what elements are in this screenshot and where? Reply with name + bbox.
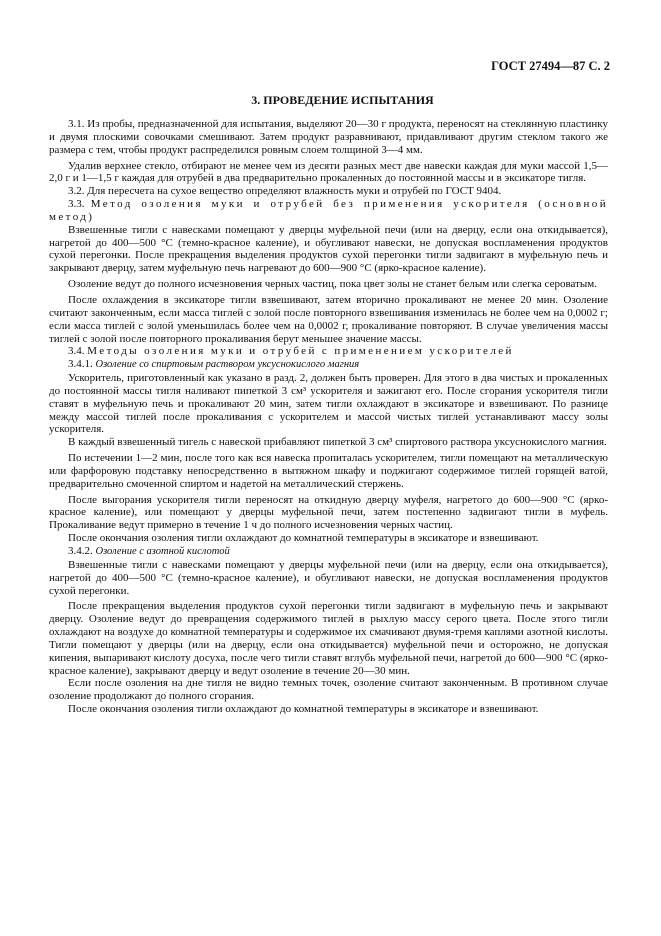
paragraph: После охлаждения в эксикаторе тигли взвешивают, затем вторично прокаливают не менее 20 мин. Озоление считают законченным, если масса тиглей с золой после повторного взвешивания изменилась не более чем на 0,0002 г; если масса тиглей с золой уменьшилась более чем на 0,0002 г, прокаливание повторяют. В случае увеличения массы тиглей с золой после повторного прокаливания берут меньшее значение массы. (49, 293, 608, 345)
paragraph-3-2: 3.2. Для пересчета на сухое вещество определяют влажность муки и отрубей по ГОСТ 9404. (68, 185, 502, 198)
clause-heading: Метод озоления муки и отрубей без применения ускорителя (основной метод) (49, 198, 608, 223)
paragraph: Озоление ведут до полного исчезновения черных частиц, пока цвет золы не станет белым или слегка сероватым. (68, 278, 598, 291)
section-title: 3. ПРОВЕДЕНИЕ ИСПЫТАНИЯ (251, 93, 434, 107)
paragraph: После выгорания ускорителя тигли переносят на откидную дверцу муфеля, нагретого до 600—900 °С (ярко-красное каление), или помещают у дверцы муфельной печи, затем постепенно задвигают тигли в муфель. Прокаливание ведут примерно в течение 1 ч до полного исчезновения черных частиц. (49, 493, 608, 532)
heading-3-4-1 (49, 358, 608, 372)
paragraph: После окончания озоления тигли охлаждают до комнатной температуры в эксикаторе и взвешивают. (68, 703, 539, 716)
paragraph: Взвешенные тигли с навесками помещают у дверцы муфельной печи (или на дверцу, если она откидывается), нагретой до 400—500 °С (темно-красное каление), и обугливают навески, не допуская воспламенения продуктов сухой перегонки. После прекращения выделения продуктов сухой перегонки тигли задвигают в муфельную печь и закрывают дверцу, затем муфельную печь нагревают до 600—900 °С (ярко-красное каление). (49, 223, 608, 275)
paragraph: Ускоритель, приготовленный как указано в разд. 2, должен быть проверен. Для этого в два чистых и прокаленных до постоянной массы тигля наливают пипеткой 3 см³ ускорителя и зажигают его. После сгорания ускорителя тигли ставят в муфельную печь и прокаливают 20 мин, затем тигли охлаждают в эксикаторе и взвешивают. По разнице между массой тиглей после прокаливания с ускорителем и массой чистых тиглей устанавливают массу золы ускорителя. (49, 372, 608, 436)
clause-heading: Методы озоления муки и отрубей с применением ускорителей (87, 345, 514, 358)
paragraph: После окончания озоления тигли охлаждают до комнатной температуры в эксикаторе и взвешивают. (68, 532, 539, 545)
clause-number: 3.4. (68, 345, 85, 358)
paragraph: После прекращения выделения продуктов сухой перегонки тигли задвигают в муфельную печь и закрывают дверцу. Озоление ведут до превращения содержимого тиглей в рыхлую массу серого цвета. После этого тигли охлаждают на воздухе до комнатной температуры и содержимое их смачивают двумя-тремя каплями азотной кислоты. Тигли помещают у дверцы (или на дверцу, если она откидывается) муфельной печи и осторожно, не допуская кипения, выпаривают кислоту досуха, после чего тигли ставят вглубь муфельной печи, нагретой до 600—900 °С (ярко-красное каление), закрывают дверцу и ведут озоление в течение 20—30 мин. (49, 600, 608, 677)
clause-number: 3.4.2. (68, 545, 93, 557)
paragraph-3-1: 3.1. Из пробы, предназначенной для испытания, выделяют 20—30 г продукта, переносят на стеклянную пластинку и двумя плоскими совочками смешивают. Затем продукт разравнивают, придавливают другим стеклом такого же размера с тем, чтобы продукт распределился ровным слоем толщиной 3—4 мм. (49, 118, 608, 156)
paragraph: По истечении 1—2 мин, после того как вся навеска пропиталась ускорителем, тигли помещают на металлическую или фарфоровую подставку непосредственно в вытяжном шкафу и поджигают содержимое тиглей горящей ватой, предварительно смоченной спиртом и надетой на металлический стержень. (49, 452, 608, 490)
paragraph: Если после озоления на дне тигля не видно темных точек, озоление считают законченным. В противном случае озоление продолжают до полного сгорания. (49, 677, 608, 703)
paragraph: В каждый взвешенный тигель с навеской прибавляют пипеткой 3 см³ спиртового раствора уксуснокислого магния. (68, 436, 607, 449)
clause-heading: Озоление с азотной кислотой (95, 546, 230, 557)
paragraph: Удалив верхнее стекло, отбирают не менее чем из десяти разных мест две навески каждая для муки массой 1,5—2,0 г и 1—1,5 г каждая для отрубей в два предварительно прокаленных до постоянной массы и в эксикаторе тигля. (49, 159, 608, 185)
clause-number: 3.3. (68, 198, 85, 211)
paragraph: Взвешенные тигли с навесками помещают у дверцы муфельной печи (или на дверцу, если она откидывается), нагретой до 400—500 °С (темно-красное каление), и обугливают навески, не допуская воспламенения продуктов сухой перегонки. (49, 558, 608, 597)
page-header: ГОСТ 27494—87 С. 2 (491, 59, 610, 73)
heading-3-4-2 (49, 545, 608, 559)
heading-3-4 (49, 345, 608, 358)
clause-heading: Озоление со спиртовым раствором уксуснокислого магния (95, 359, 360, 371)
document-body (49, 115, 608, 716)
heading-3-3 (49, 198, 608, 224)
clause-number: 3.4.1. (68, 358, 93, 371)
